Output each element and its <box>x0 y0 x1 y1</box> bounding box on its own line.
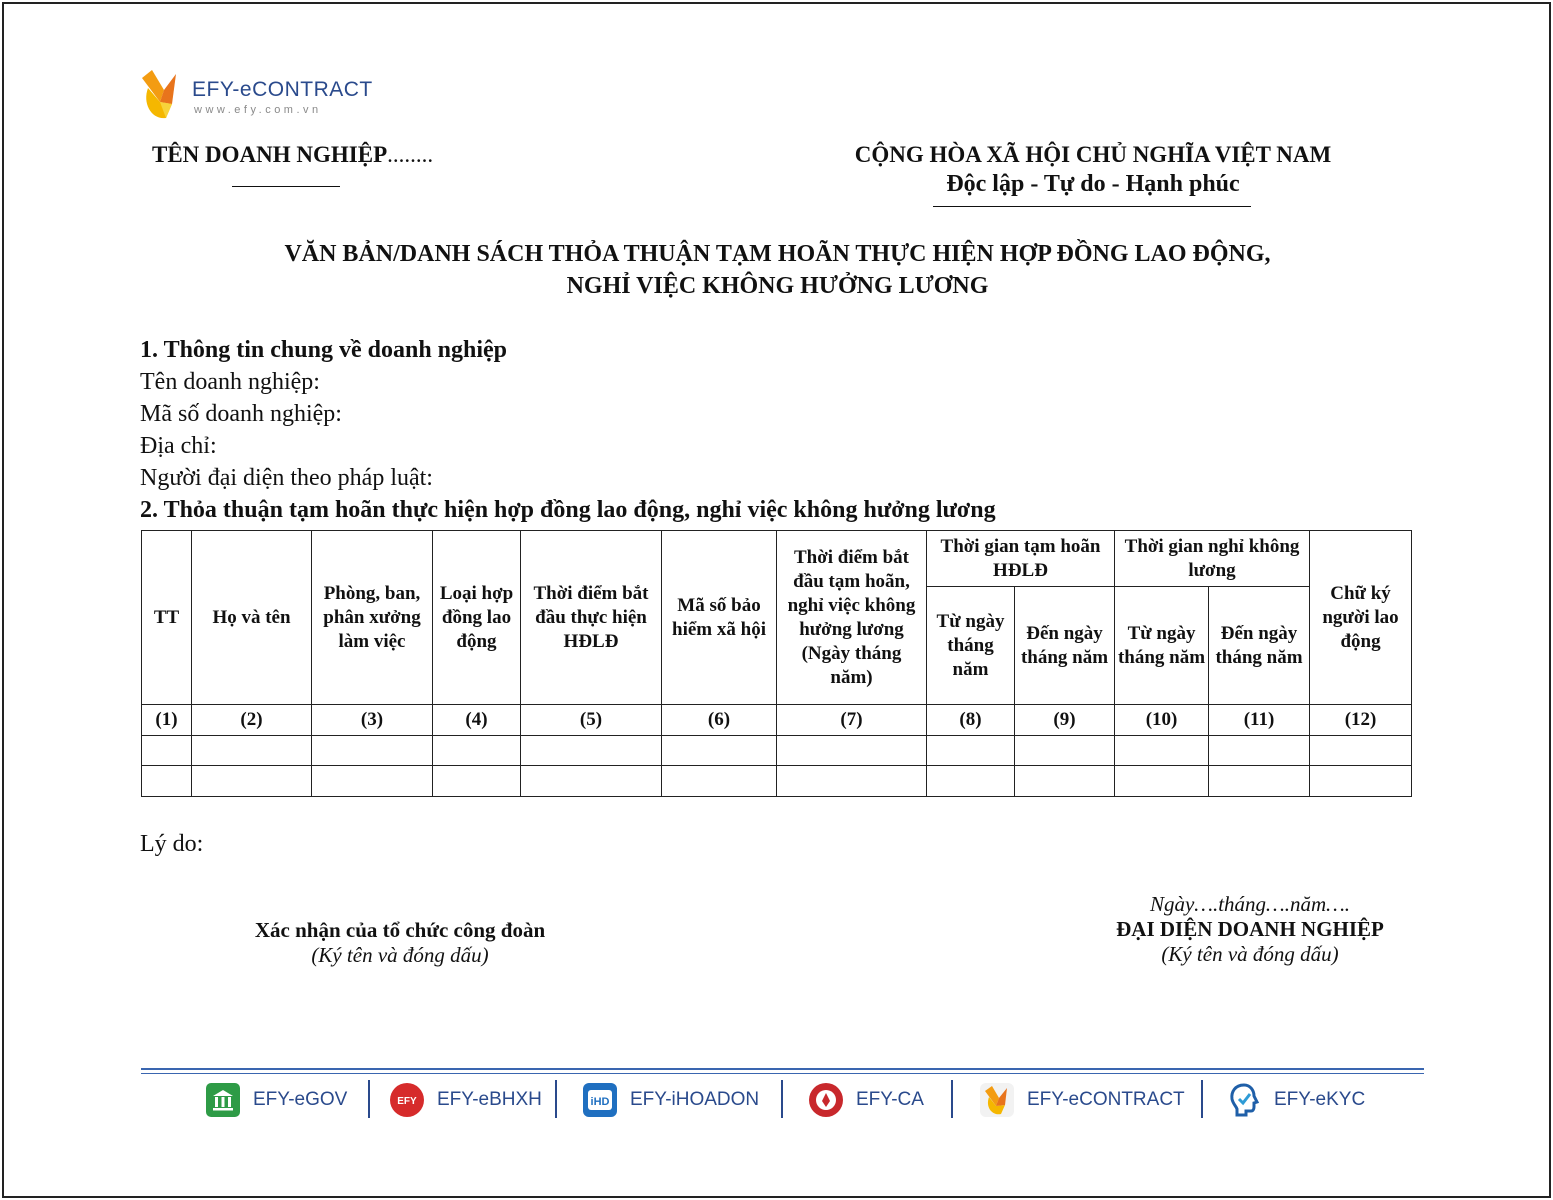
table-cell[interactable] <box>777 766 927 797</box>
union-signature-block <box>230 918 570 968</box>
header-suspension-period: Thời gian tạm hoãn HĐLĐ <box>927 531 1115 587</box>
footer-separator <box>555 1080 557 1118</box>
logo-url-text: www.efy.com.vn <box>194 104 322 116</box>
header-contract-type: Loại hợp đồng lao động <box>433 531 521 705</box>
footer-label: EFY-eCONTRACT <box>1027 1089 1185 1110</box>
title-line-1: VĂN BẢN/DANH SÁCH THỎA THUẬN TẠM HOÃN THỰC HIỆN HỢP ĐỒNG LAO ĐỘNG, <box>284 241 1271 267</box>
header-leave-from: Từ ngày tháng năm <box>1115 587 1209 705</box>
ca-icon <box>808 1082 844 1118</box>
footer-label: EFY-eKYC <box>1274 1089 1366 1110</box>
econtract-icon <box>979 1082 1015 1118</box>
company-dots: ........ <box>387 142 434 167</box>
table-cell[interactable] <box>433 766 521 797</box>
section-1 <box>140 334 996 526</box>
footer-rule-thin <box>141 1073 1424 1074</box>
company-label: TÊN DOANH NGHIỆP <box>152 142 388 167</box>
table-row <box>142 736 1412 766</box>
footer-rule <box>141 1068 1424 1070</box>
header-tt: TT <box>142 531 192 705</box>
footer-separator <box>368 1080 370 1118</box>
table-cell[interactable] <box>521 736 662 766</box>
ekyc-icon <box>1226 1082 1262 1118</box>
table-cell[interactable] <box>927 736 1015 766</box>
title-line-2: NGHỈ VIỆC KHÔNG HƯỞNG LƯƠNG <box>566 273 989 299</box>
efy-econtract-logo <box>138 68 378 128</box>
column-number-row <box>142 705 1412 736</box>
header-suspension-start: Thời điểm bắt đầu tạm hoãn, nghỉ việc không hưởng lương (Ngày tháng năm) <box>777 531 927 705</box>
header-employee-signature: Chữ ký người lao động <box>1310 531 1412 705</box>
footer-label: EFY-eBHXH <box>437 1089 542 1110</box>
table-cell[interactable] <box>1209 766 1310 797</box>
logo-brand-text: EFY-eCONTRACT <box>192 78 373 101</box>
column-number: (4) <box>433 705 521 736</box>
enterprise-signature-note: (Ký tên và đóng dấu) <box>1161 942 1339 966</box>
table-cell[interactable] <box>192 736 312 766</box>
column-number: (10) <box>1115 705 1209 736</box>
header-insurance-number: Mã số bảo hiểm xã hội <box>662 531 777 705</box>
column-number: (2) <box>192 705 312 736</box>
table-cell[interactable] <box>521 766 662 797</box>
motto-underline <box>933 206 1251 207</box>
footer-item-ekyc[interactable] <box>1226 1078 1365 1122</box>
ebhxh-icon <box>389 1082 425 1118</box>
table-cell[interactable] <box>1115 736 1209 766</box>
table-cell[interactable] <box>312 766 433 797</box>
footer-item-econtract[interactable] <box>979 1078 1185 1122</box>
table-cell[interactable] <box>1115 766 1209 797</box>
econtract-logo-icon <box>138 68 182 124</box>
company-heading <box>152 142 433 168</box>
egov-icon <box>205 1082 241 1118</box>
table-cell[interactable] <box>1209 736 1310 766</box>
svg-text:iHD: iHD <box>590 1096 610 1108</box>
column-number: (8) <box>927 705 1015 736</box>
column-number: (5) <box>521 705 662 736</box>
footer-separator <box>1201 1080 1203 1118</box>
footer-separator <box>951 1080 953 1118</box>
section-1-heading: 1. Thông tin chung về doanh nghiệp <box>140 337 508 363</box>
column-number: (12) <box>1310 705 1412 736</box>
country-name: CỘNG HÒA XÃ HỘI CHỦ NGHĨA VIỆT NAM <box>854 142 1332 167</box>
footer-label: EFY-CA <box>856 1089 924 1110</box>
company-underline <box>232 186 340 187</box>
footer-products <box>141 1078 1424 1122</box>
header-suspension-to: Đến ngày tháng năm <box>1015 587 1115 705</box>
union-confirmation-title: Xác nhận của tổ chức công đoàn <box>254 918 546 942</box>
reason-label: Lý do: <box>140 831 204 857</box>
footer-separator <box>781 1080 783 1118</box>
national-heading <box>828 142 1358 198</box>
enterprise-representative-title: ĐẠI DIỆN DOANH NGHIỆP <box>1116 917 1384 941</box>
header-leave-to: Đến ngày tháng năm <box>1209 587 1310 705</box>
table-cell[interactable] <box>312 736 433 766</box>
footer-item-ihoadon[interactable] <box>582 1078 759 1122</box>
field-legal-representative: Người đại diện theo pháp luật: <box>140 465 433 491</box>
table-cell[interactable] <box>927 766 1015 797</box>
footer-item-egov[interactable] <box>205 1078 347 1122</box>
footer-label: EFY-eGOV <box>253 1089 348 1110</box>
table-cell[interactable] <box>433 736 521 766</box>
table-cell[interactable] <box>1015 766 1115 797</box>
table-row <box>142 766 1412 797</box>
table-cell[interactable] <box>1015 736 1115 766</box>
table-cell[interactable] <box>142 736 192 766</box>
header-department: Phòng, ban, phân xưởng làm việc <box>312 531 433 705</box>
header-unpaid-leave-period: Thời gian nghỉ không lương <box>1115 531 1310 587</box>
table-cell[interactable] <box>1310 766 1412 797</box>
field-company-name: Tên doanh nghiệp: <box>140 369 320 395</box>
table-cell[interactable] <box>662 736 777 766</box>
agreement-table <box>141 530 1412 797</box>
table-cell[interactable] <box>662 766 777 797</box>
column-number: (6) <box>662 705 777 736</box>
footer-label: EFY-iHOADON <box>630 1089 760 1110</box>
column-number: (9) <box>1015 705 1115 736</box>
footer-item-ca[interactable] <box>808 1078 924 1122</box>
document-title <box>140 238 1415 302</box>
header-suspension-from: Từ ngày tháng năm <box>927 587 1015 705</box>
enterprise-signature-block <box>1090 892 1410 967</box>
table-cell[interactable] <box>777 736 927 766</box>
header-name: Họ và tên <box>192 531 312 705</box>
union-signature-note: (Ký tên và đóng dấu) <box>311 943 489 967</box>
svg-text:EFY: EFY <box>397 1096 417 1107</box>
table-cell[interactable] <box>142 766 192 797</box>
column-number: (7) <box>777 705 927 736</box>
section-2-heading: 2. Thỏa thuận tạm hoãn thực hiện hợp đồng lao động, nghỉ việc không hưởng lương <box>140 497 996 523</box>
signature-date: Ngày….tháng….năm…. <box>1149 892 1351 916</box>
table-cell[interactable] <box>1310 736 1412 766</box>
header-contract-start: Thời điểm bắt đầu thực hiện HĐLĐ <box>521 531 662 705</box>
column-number: (3) <box>312 705 433 736</box>
footer-item-ebhxh[interactable] <box>389 1078 542 1122</box>
column-number: (11) <box>1209 705 1310 736</box>
field-address: Địa chỉ: <box>140 433 217 459</box>
column-number: (1) <box>142 705 192 736</box>
national-motto: Độc lập - Tự do - Hạnh phúc <box>946 171 1240 197</box>
table-cell[interactable] <box>192 766 312 797</box>
field-company-code: Mã số doanh nghiệp: <box>140 401 342 427</box>
ihoadon-icon <box>582 1082 618 1118</box>
